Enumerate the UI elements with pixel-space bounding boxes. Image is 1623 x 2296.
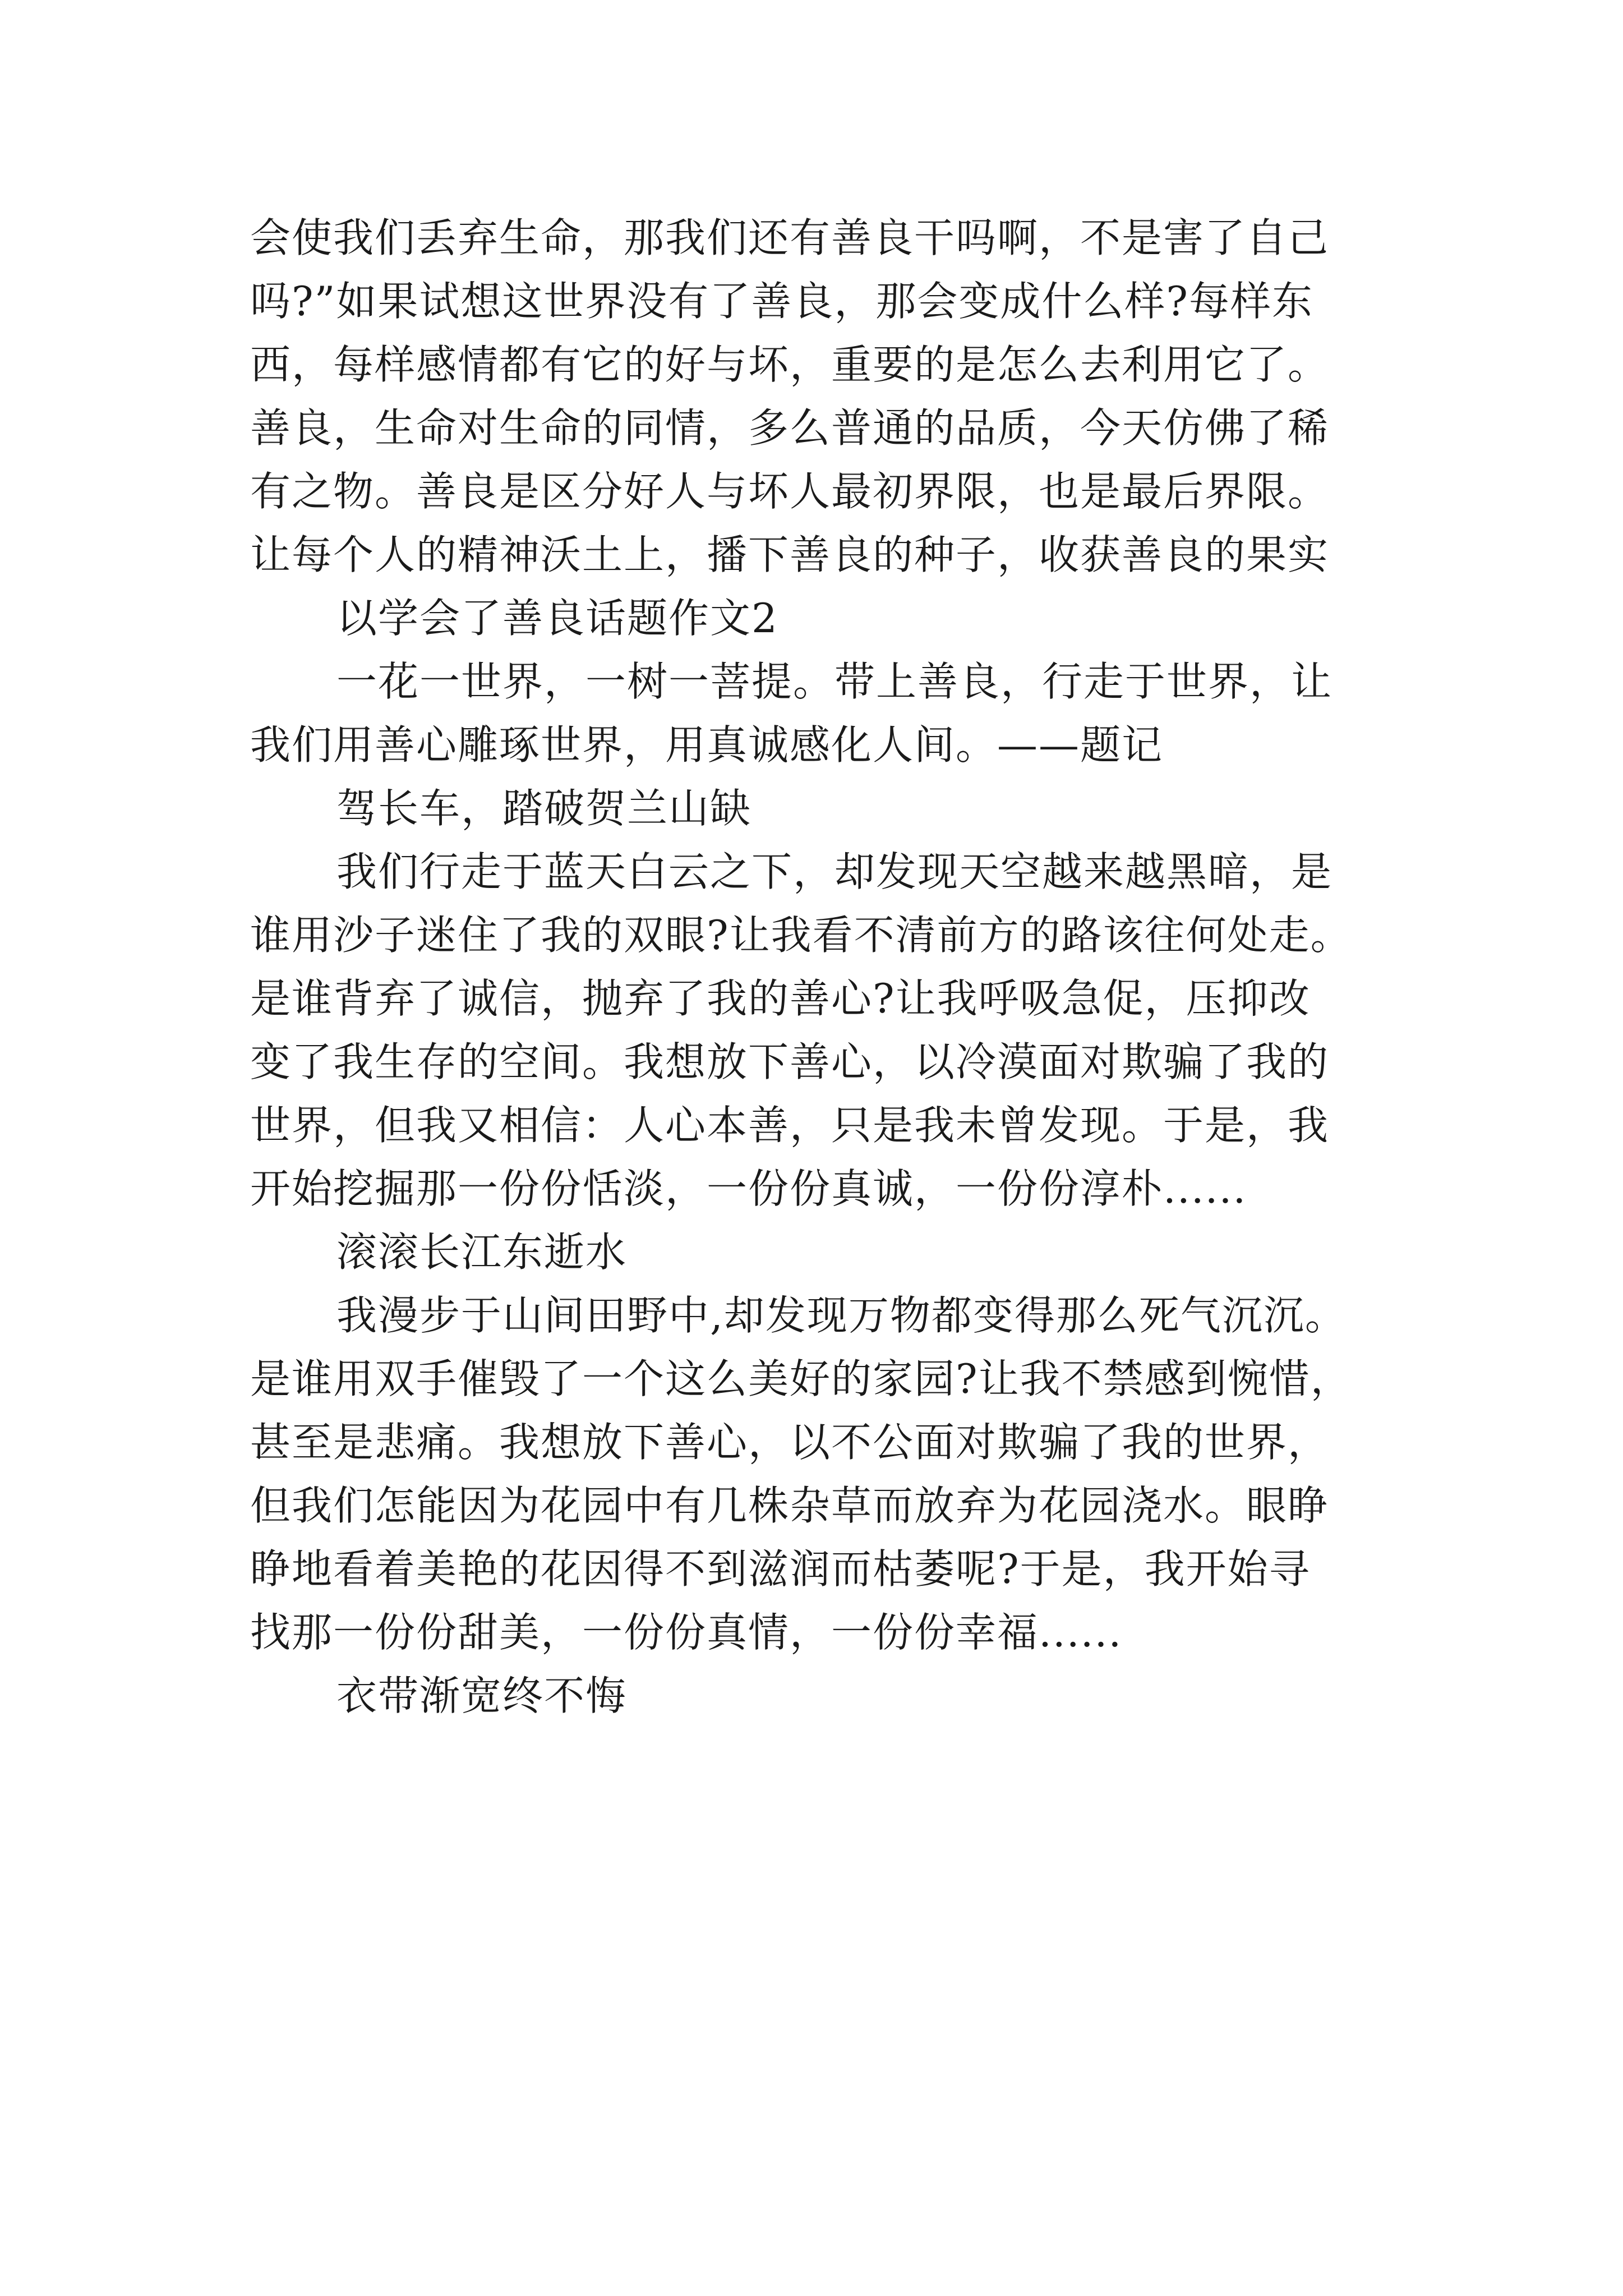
text-line: 是谁用双手催毁了一个这么美好的家园?让我不禁感到惋惜， (250, 1355, 1352, 1402)
text-line: 让每个人的精神沃土上，播下善良的种子，收获善良的果实 (250, 531, 1330, 578)
text-line: 变了我生存的空间。我想放下善心，以冷漠面对欺骗了我的 (250, 1038, 1330, 1085)
text-line: 睁地看着美艳的花因得不到滋润而枯萎呢?于是，我开始寻 (250, 1545, 1311, 1593)
text-line: 以学会了善良话题作文2 (336, 595, 778, 642)
text-line: 谁用沙子迷住了我的双眼?让我看不清前方的路该往何处走。 (250, 912, 1352, 959)
text-line: 有之物。善良是区分好人与坏人最初界限，也是最后界限。 (250, 468, 1330, 515)
text-line: 滚滚长江东逝水 (336, 1228, 628, 1276)
text-line: 是谁背弃了诚信，抛弃了我的善心?让我呼吸急促，压抑改 (250, 975, 1311, 1022)
text-line: 我们用善心雕琢世界，用真诚感化人间。——题记 (250, 721, 1164, 769)
text-line: 开始挖掘那一份份恬淡，一份份真诚，一份份淳朴...... (250, 1165, 1247, 1212)
text-line: 甚至是悲痛。我想放下善心，以不公面对欺骗了我的世界， (250, 1419, 1330, 1466)
text-line: 我漫步于山间田野中,却发现万物都变得那么死气沉沉。 (336, 1292, 1347, 1339)
text-line: 我们行走于蓝天白云之下，却发现天空越来越黑暗，是 (336, 848, 1333, 895)
text-line: 但我们怎能因为花园中有几株杂草而放弃为花园浇水。眼睁 (250, 1482, 1330, 1529)
text-line: 衣带渐宽终不悔 (336, 1672, 628, 1719)
text-line: 会使我们丢弃生命，那我们还有善良干吗啊，不是害了自己 (250, 214, 1330, 261)
text-line: 世界，但我又相信：人心本善，只是我未曾发现。于是，我 (250, 1102, 1330, 1149)
text-line: 找那一份份甜美，一份份真情，一份份幸福...... (250, 1609, 1123, 1656)
text-line: 驾长车，踏破贺兰山缺 (336, 785, 752, 832)
document-body (250, 206, 1389, 1728)
text-line: 吗?”如果试想这世界没有了善良，那会变成什么样?每样东 (250, 278, 1314, 325)
text-line: 一花一世界，一树一菩提。带上善良，行走于世界，让 (336, 658, 1333, 705)
text-line: 善良，生命对生命的同情，多么普通的品质，今天仿佛了稀 (250, 404, 1330, 452)
text-line: 西，每样感情都有它的好与坏，重要的是怎么去利用它了。 (250, 341, 1330, 388)
